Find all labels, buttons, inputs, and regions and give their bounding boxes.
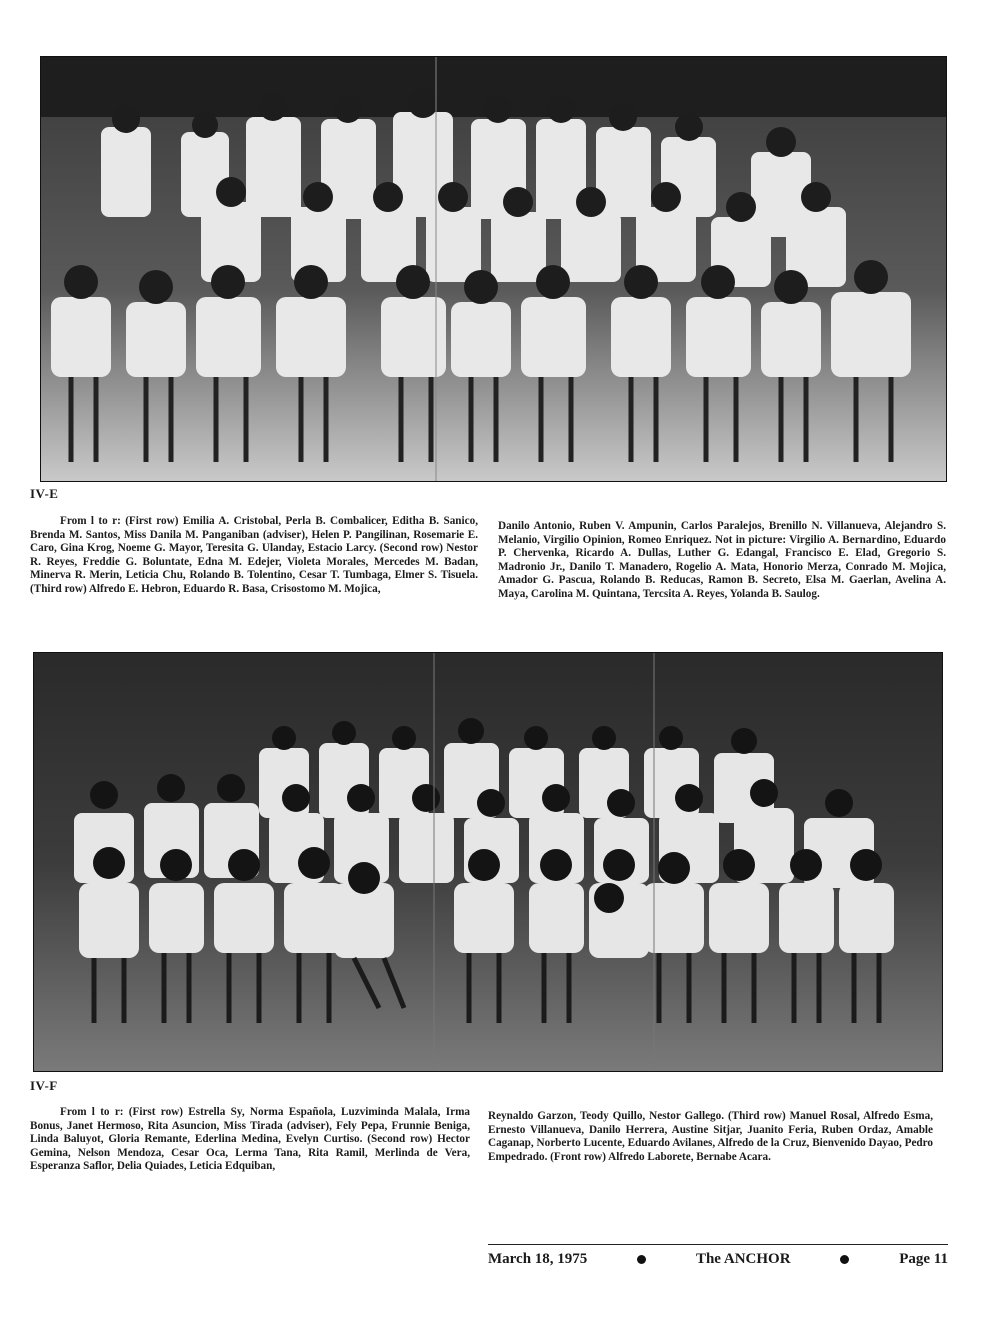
footer-publication: The ANCHOR (695, 1251, 791, 1267)
footer-date: March 18, 1975 (488, 1251, 588, 1267)
class-photo-iv-e (40, 56, 947, 482)
class-photo-iv-e-image (41, 57, 946, 481)
caption-iv-e-right: Danilo Antonio, Ruben V. Ampunin, Carlos Paralejos, Brenillo N. Villanueva, Alejandro S. Melanio, Virgilio Opinion, Romeo Enriquez. Not in picture: Virgilio A. Bernardino, Eduardo P. Chervenka, Ricardo A. Dullas, Luther G. Edangal, Francisco E. Elad, Gregorio S. Madronio Jr., Danilo T. Manadero, Rogelio A. Mata, Honorio Merza, Conrado M. Mojica, Amador G. Pascua, Rolando B. Reducas, Ramon B. Secreto, Elsa M. Gaerlan, Avelina A. Maya, Carolina M. Quintana, Tercsita A. Reyes, Yolanda B. Saulog. (498, 520, 946, 600)
class-photo-iv-f (33, 652, 943, 1072)
caption-iv-e-left: From l to r: (First row) Emilia A. Cristobal, Perla B. Combalicer, Editha B. Sanico, Brenda M. Santos, Miss Danila M. Panganiban (adviser), Helen P. Pangilinan, Rosemarie E. Caro, Gina Krog, Noeme G. Mayor, Teresita G. Ulanday, Estacio Larcy. (Second row) Nestor R. Reyes, Freddie G. Boluntate, Edna M. Edejer, Violeta Morales, Mercedes M. Badan, Minerva R. Merin, Leticia Chu, Rolando B. Tolentino, Cesar T. Tumbaga, Elmer S. Tisuela. (Third row) Alfredo E. Hebron, Eduardo R. Basa, Crisostomo M. Mojica, (30, 515, 478, 595)
bullet-icon (840, 1255, 849, 1264)
class-photo-iv-f-image (34, 653, 942, 1071)
footer-page-number: Page 11 (899, 1251, 948, 1267)
section-label-iv-f: IV-F (30, 1078, 58, 1093)
caption-iv-f-left: From l to r: (First row) Estrella Sy, Norma Española, Luzviminda Malala, Irma Bonus, Janet Hermoso, Rita Asuncion, Miss Tirada (adviser), Fely Pepa, Frunnie Beniga, Linda Baluyot, Gloria Remante, Ederlina Medina, Evelyn Curtiso. (Second row) Hector Gemina, Nelson Mendoza, Cesar Oca, Lerma Tana, Rita Ramil, Merlinda de Vera, Esperanza Saflor, Delia Quiades, Leticia Edquiban, (30, 1106, 470, 1173)
page-footer (488, 1251, 948, 1268)
section-label-iv-e: IV-E (30, 486, 59, 501)
bullet-icon (637, 1255, 646, 1264)
caption-iv-f-right: Reynaldo Garzon, Teody Quillo, Nestor Gallego. (Third row) Manuel Rosal, Alfredo Esma, Ernesto Villanueva, Danilo Herrera, Austine Sitjar, Juanito Feria, Ruben Ordaz, Amable Caganap, Norberto Lucente, Eduardo Avilanes, Alfredo de la Cruz, Bienvenido Dayao, Pedro Empedrado. (Front row) Alfredo Laborete, Bernabe Acara. (488, 1110, 933, 1163)
footer-rule (488, 1244, 948, 1245)
